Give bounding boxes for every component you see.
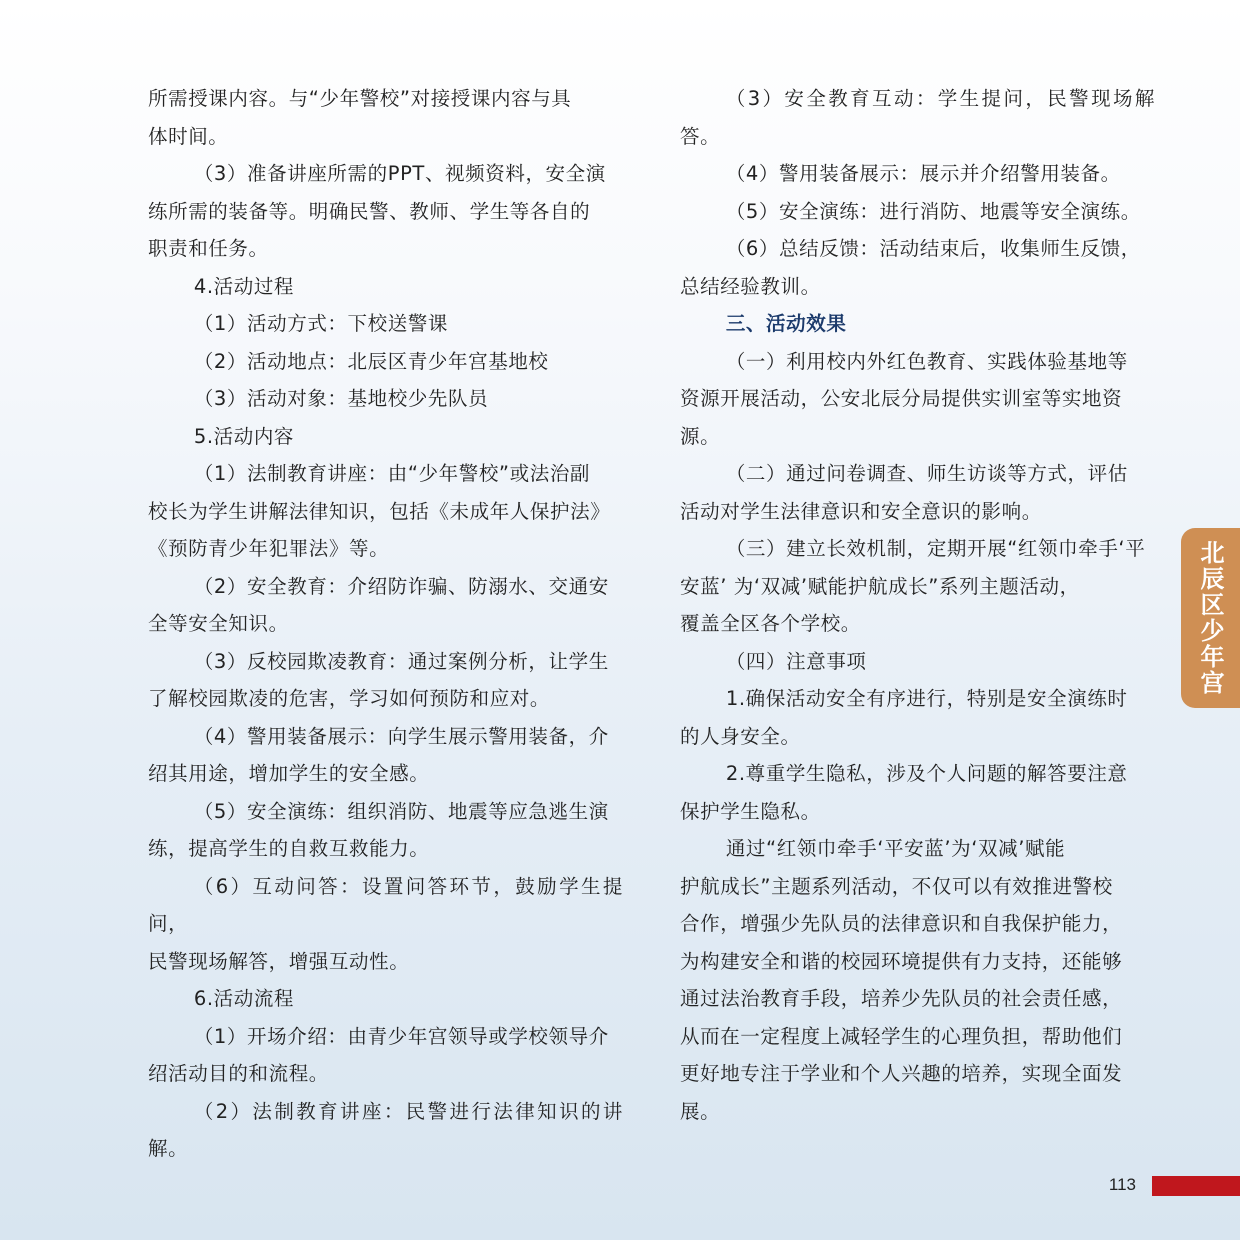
text-line: 安蓝’ 为‘双减’赋能护航成长”系列主题活动， bbox=[680, 574, 1080, 598]
text-line: （一）利用校内外红色教育、实践体验基地等 bbox=[725, 349, 1128, 373]
text-line: （6）互动问答：设置问答环节，鼓励学生提问， bbox=[148, 874, 623, 935]
text-line: （1）开场介绍：由青少年宫领导或学校领导介 bbox=[193, 1024, 609, 1048]
text-line: （4）警用装备展示：展示并介绍警用装备。 bbox=[725, 162, 1121, 185]
text-line: （5）安全演练：进行消防、地震等安全演练。 bbox=[725, 199, 1141, 223]
page-number-bar bbox=[1152, 1176, 1240, 1196]
text-line: 民警现场解答，增强互动性。 bbox=[148, 949, 410, 973]
text-line: （5）安全演练：组织消防、地震等应急逃生演 bbox=[193, 799, 609, 823]
text-line: 练，提高学生的自救互救能力。 bbox=[148, 837, 430, 860]
text-line: 所需授课内容。与“少年警校”对接授课内容与具 bbox=[148, 87, 572, 110]
text-line: （三）建立长效机制，定期开展“红领巾牵手‘平 bbox=[725, 537, 1146, 560]
left-column bbox=[148, 80, 623, 1168]
text-line: 1.确保活动安全有序进行，特别是安全演练时 bbox=[725, 687, 1128, 710]
text-line: 了解校园欺凌的危害，学习如何预防和应对。 bbox=[148, 687, 551, 710]
text-line: 全等安全知识。 bbox=[148, 612, 289, 635]
text-line: 《预防青少年犯罪法》等。 bbox=[148, 537, 390, 560]
text-line: （3）活动对象：基地校少先队员 bbox=[193, 387, 489, 410]
text-line: 为构建安全和谐的校园环境提供有力支持，还能够 bbox=[680, 949, 1123, 973]
text-line: （2）活动地点：北辰区青少年宫基地校 bbox=[193, 349, 549, 373]
text-line: 绍活动目的和流程。 bbox=[148, 1062, 329, 1085]
text-line: （4）警用装备展示：向学生展示警用装备，介 bbox=[193, 724, 609, 748]
text-line: 通过“红领巾牵手‘平安蓝’为‘双减’赋能 bbox=[725, 837, 1066, 860]
text-line: （2）法制教育讲座：民警进行法律知识的讲解。 bbox=[148, 1099, 623, 1160]
text-line: 通过法治教育手段，培养少先队员的社会责任感， bbox=[680, 987, 1123, 1010]
section-tab bbox=[1181, 528, 1240, 708]
page-number: 113 bbox=[1108, 1175, 1136, 1194]
text-line: （3）安全教育互动：学生提问，民警现场解答。 bbox=[680, 87, 1155, 148]
section-tab-label: 北辰区少年宫 bbox=[1196, 540, 1224, 696]
text-line: 的人身安全。 bbox=[680, 724, 801, 748]
text-line: 绍其用途，增加学生的安全感。 bbox=[148, 762, 430, 785]
text-line: 更好地专注于学业和个人兴趣的培养，实现全面发 bbox=[680, 1062, 1123, 1085]
text-line: 总结经验教训。 bbox=[680, 274, 821, 298]
text-line: 覆盖全区各个学校。 bbox=[680, 612, 861, 635]
text-line: （2）安全教育：介绍防诈骗、防溺水、交通安 bbox=[193, 574, 609, 598]
text-line: （6）总结反馈：活动结束后，收集师生反馈， bbox=[725, 237, 1141, 260]
text-line: （1）法制教育讲座：由“少年警校”或法治副 bbox=[193, 462, 591, 485]
section-heading: 三、活动效果 bbox=[725, 312, 847, 335]
text-line: 合作，增强少先队员的法律意识和自我保护能力， bbox=[680, 912, 1123, 935]
text-line: 保护学生隐私。 bbox=[680, 799, 821, 823]
text-line: 从而在一定程度上减轻学生的心理负担，帮助他们 bbox=[680, 1024, 1123, 1048]
right-column bbox=[680, 80, 1155, 1130]
text-line: 护航成长”主题系列活动，不仅可以有效推进警校 bbox=[680, 874, 1113, 898]
text-line: （1）活动方式：下校送警课 bbox=[193, 312, 449, 335]
text-line: （3）准备讲座所需的PPT、视频资料，安全演 bbox=[193, 162, 606, 185]
text-line: 校长为学生讲解法律知识，包括《未成年人保护法》 bbox=[148, 499, 611, 523]
text-line: （3）反校园欺凌教育：通过案例分析，让学生 bbox=[193, 649, 609, 673]
text-line: （四）注意事项 bbox=[725, 649, 867, 673]
text-line: 展。 bbox=[680, 1099, 721, 1123]
text-line: 4.活动过程 bbox=[193, 274, 295, 298]
text-line: 6.活动流程 bbox=[193, 987, 295, 1010]
text-line: 源。 bbox=[680, 424, 721, 448]
text-line: （二）通过问卷调查、师生访谈等方式，评估 bbox=[725, 462, 1128, 485]
text-line: 5.活动内容 bbox=[193, 424, 295, 448]
text-line: 活动对学生法律意识和安全意识的影响。 bbox=[680, 499, 1042, 523]
text-line: 练所需的装备等。明确民警、教师、学生等各自的 bbox=[148, 199, 591, 223]
text-line: 资源开展活动，公安北辰分局提供实训室等实地资 bbox=[680, 387, 1123, 410]
text-line: 2.尊重学生隐私，涉及个人问题的解答要注意 bbox=[725, 762, 1128, 785]
text-line: 体时间。 bbox=[148, 124, 229, 148]
text-line: 职责和任务。 bbox=[148, 237, 269, 260]
